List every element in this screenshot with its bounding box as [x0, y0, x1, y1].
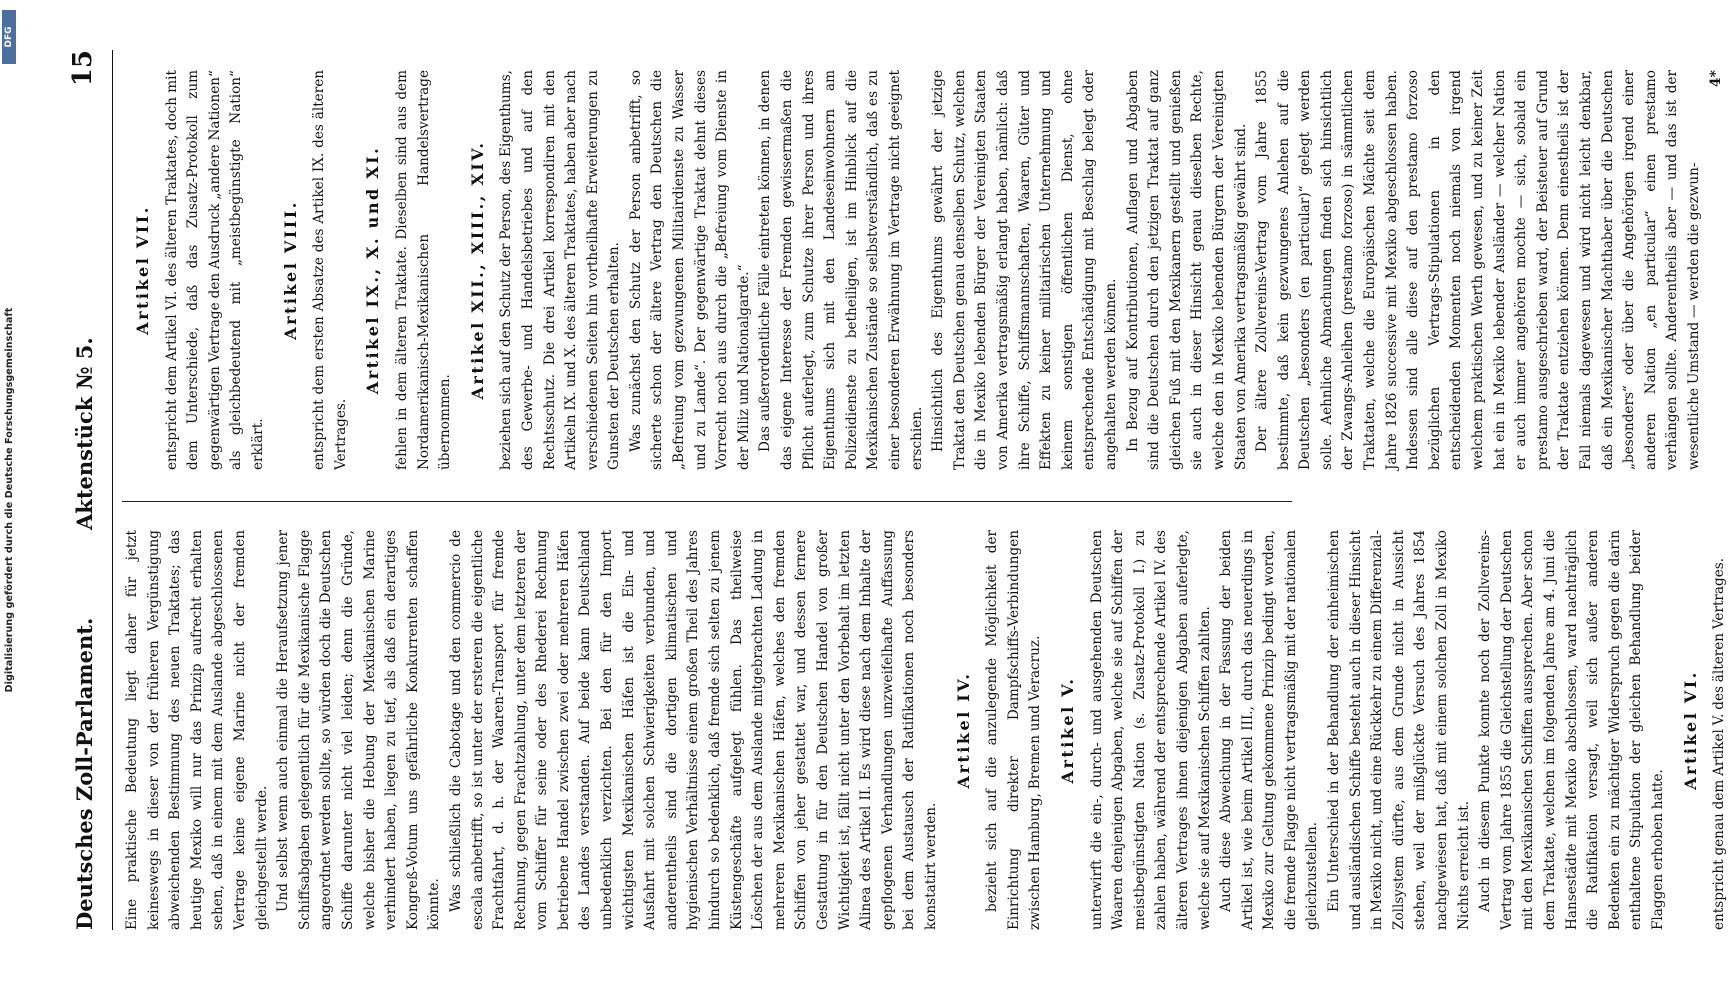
- page-header: [66, 50, 106, 930]
- article-heading: Artikel VI.: [1680, 670, 1700, 790]
- left-column: [122, 530, 1728, 930]
- article-heading: Artikel IX., X. und XI.: [363, 145, 383, 395]
- dfg-logo: DFG: [2, 10, 16, 64]
- article-heading: Artikel VIII.: [280, 200, 300, 340]
- page-number: 15: [68, 50, 98, 87]
- paragraph: Der ältere Zollvereins-Vertrag vom Jahre 1855 bestimmte, daß kein gezwungenes Anlehen auf die Deutschen „besonders (en particular)“ gelegt werden solle. Aehnliche Abmachungen finden sich hinsichtlich der Zwangs-Anleihen (prestamo forzoso) in sämmtlichen Traktaten, welche die Europäischen Mächte seit dem Jahre 1826 successive mit Mexiko abgeschlossen haben. Indessen sind alle diese auf den prestamo forzoso bezüglichen Vertrags-Stipulationen in den entscheidenden Momenten noch niemals von irgend welchem praktischen Werth gewesen, und zu keiner Zeit hat ein in Mexiko lebender Ausländer — welcher Nation er auch immer angehören mochte — sich, sobald ein prestamo ausgeschrieben ward, der Beisteuer auf Grund der Traktate entziehen können. Denn einestheils ist der Fall niemals dagewesen und wird nicht leicht denkbar, daß ein Mexikanischer Machthaber über die Deutschen „besonders“ oder über die Angehörigen irgend einer anderen Nation „en particular“ einen prestamo verhängen sollte. Anderentheils aber — und das ist der wesentliche Umstand — werden die gezwun-: [1254, 70, 1702, 470]
- paragraph: Auch in diesem Punkte konnte noch der Zollvereins-Vertrag vom Jahre 1855 die Gleichstellung der Deutschen mit den Mexikanischen Schiffen aussprechen. Aber schon dem Traktate, welchen im folgenden Jahre am 4. Juni die Hansestädte mit Mexiko abschlossen, ward nachträglich die Ratifikation versagt, weil sich außer anderen Bedenken ein zu mächtiger Widerspruch gegen die darin enthaltene Stipulation der gleichen Behandlung beider Flaggen erhoben hatte.: [1477, 530, 1666, 930]
- paragraph: Was schließlich die Cabotage und den commercio de escala anbetrifft, so ist unter der ersteren die eigentliche Frachtfahrt, d. h. der Waaren-Transport für fremde Rechnung, gegen Frachtzahlung, unter dem letzteren der vom Schiffer für seine oder des Rhederei Rechnung betriebene Handel zwischen zwei oder mehreren Häfen des Landes verstanden. Auf beide kann Deutschland unbedenklich verzichten. Bei den für den Import wichtigsten Mexikanischen Häfen ist die Ein- und Ausfahrt mit solchen Schwierigkeiten verbunden, und anderentheils sind die dortigen klimatischen und hygienischen Verhältnisse einem großen Theil des Jahres hindurch so bedenklich, daß fremde sich selten zu jenem Küstengeschäfte aufgelegt fühlen. Das theilweise Löschen der aus dem Auslande mitgebrachten Ladung in mehreren Mexikanischen Häfen, welches den fremden Schiffen von jeher gestattet war, und dessen fernere Gestattung in für den Deutschen Handel von großer Wichtigkeit ist, fällt nicht unter den Vorbehalt im letzten Alinea des Artikel II. Es wird diese nach dem Inhalte der gepflogenen Verhandlungen unzweifelhafte Auffassung bei dem Austausch der Ratifikationen noch besonders konstatirt werden.: [447, 530, 939, 930]
- right-column: [122, 70, 1724, 470]
- paragraph: bezieht sich auf die anzulegende Möglichkeit der Einrichtung direkter Dampfschiffs-Verbindungen zwischen Hamburg, Bremen und Veracruz.: [984, 530, 1044, 930]
- paragraph: Auch diese Abweichung in der Fassung der beiden Artikel ist, wie beim Artikel III., durch das neuerdings in Mexiko zur Geltung gekommene Prinzip bedingt worden, die fremde Flagge nicht vertragsmäßig mit der nationalen gleichzustellen.: [1218, 530, 1321, 930]
- paragraph: entspricht dem ersten Absatze des Artikel IX. des älteren Vertrages.: [311, 70, 349, 470]
- article-heading: Artikel V.: [1057, 676, 1077, 784]
- paragraph: In Bezug auf Kontributionen, Auflagen und Abgaben sind die Deutschen durch den jetzigen Traktat auf ganz gleichen Fuß mit den Mexikanern gestellt und genießen sie auch in dieser Hinsicht genau dieselben Rechte, welche den in Mexiko lebenden Bürgern der Vereinigten Staaten von Amerika vertragsmäßig gewährt sind.: [1124, 70, 1249, 470]
- paragraph: Hinsichtlich des Eigenthums gewährt der jetzige Traktat den Deutschen genau denselben Schutz, welchen die in Mexiko lebenden Bürger der Vereinigten Staaten von Amerika vertragsmäßig erlangt haben, nämlich: daß ihre Schiffe, Schiffsmannschaften, Waaren, Güter und Effekten zu keiner militairischen Unternehmung und keinem sonstigen öffentlichen Dienst, ohne entsprechende Entschädigung mit Beschlag belegt oder angehalten werden können.: [930, 70, 1119, 470]
- column-divider: [122, 501, 1292, 502]
- paragraph: Ein Unterschied in der Behandlung der einheimischen und ausländischen Schiffe besteht auch in dieser Hinsicht in Mexiko nicht, und eine Rückkehr zu einem Differenzial-Zollsystem dürfte, aus dem Grunde nicht in Aussicht stehen, weil der mißglückte Versuch des Jahres 1854 nachgewiesen hat, daß mit einem solchen Zoll in Mexiko Nichts erreicht ist.: [1326, 530, 1472, 930]
- paragraph: Und selbst wenn auch einmal die Heraufsetzung jener Schiffsabgaben gelegentlich für die Mexikanische Flagge angeordnet werden sollte, so würden doch die Deutschen Schiffe darunter nicht viel leiden; denn die Gründe, welche bisher die Hebung der Mexikanischen Marine verhindert haben, liegen zu tief, als daß ein derartiges Kongreß-Votum uns gefährliche Konkurrenten schaffen könnte.: [275, 530, 443, 930]
- paragraph: Eine praktische Bedeutung liegt daher für jetzt keineswegs in dieser von der früheren Vergünstigung abweichenden Bestimmung des neuen Traktates; das heutige Mexiko will nur das Prinzip aufrecht erhalten sehen, daß in einem mit dem Auslande abgeschlossenen Vertrage keine eigene Marine nicht der fremden gleichgestellt werde.: [124, 530, 270, 930]
- paragraph: fehlen in dem älteren Traktate. Dieselben sind aus dem Nordamerikanisch-Mexikanischen Handelsvertrage übernommen.: [393, 70, 454, 470]
- digitization-note: Digitalisierung gefördert durch die Deutsche Forschungsgemeinschaft: [4, 307, 15, 693]
- header-title-left: Deutsches Zoll-Parlament.: [72, 617, 97, 930]
- header-rule: [112, 50, 113, 930]
- paragraph: unterwirft die ein-, durch- und ausgehenden Deutschen Waaren denjenigen Abgaben, welche sie auf Schiffen der meistbegünstigten Nation (s. Zusatz-Protokoll I.) zu zahlen haben, während der entsprechende Artikel IV. des älteren Vertrages ihnen diejenigen Abgaben auferlegte, welche sie auf Mexikanischen Schiffen zahlten.: [1088, 530, 1213, 930]
- article-heading: Artikel VII.: [133, 205, 152, 335]
- paragraph: beziehen sich auf den Schutz der Person, des Eigenthums, des Gewerbe- und Handelsbetriebes und auf den Rechtsschutz. Die drei Artikel korrespondiren mit den Artikeln IX. und X. des älteren Traktates, haben aber nach verschiedenen Seiten hin vortheilhafte Erweiterungen zu Gunsten der Deutschen erhalten.: [498, 70, 623, 470]
- paragraph: Was zunächst den Schutz der Person anbetrifft, so sicherte schon der ältere Vertrag den Deutschen die „Befreiung vom gezwungenen Militairdienste zu Wasser und zu Lande“. Der gegenwärtige Traktat dehnt dieses Vorrecht noch aus durch die „Befreiung vom Dienste in der Miliz und Nationalgarde.“: [627, 70, 752, 470]
- signature-mark: 4*: [1707, 70, 1724, 88]
- paragraph: entspricht dem Artikel VI. des älteren Traktates, doch mit dem Unterschiede, daß das Zusatz-Protokoll zum gegenwärtigen Vertrage den Ausdruck „andere Nationen“ als gleichbedeutend mit „meistbegünstigte Nation“ erklärt.: [163, 70, 266, 470]
- paragraph: Das außerordentliche Fälle eintreten können, in denen das eigene Interesse der Fremden gewissermaßen die Pflicht auferlegt, zum Schutze ihrer Person und ihres Eigenthums sich mit den Landeseinwohnern am Polizeidienste zu betheiligen, ist im Hinblick auf die Mexikanischen Zustände so selbstverständlich, daß es zu einer besonderen Erwähnung im Vertrage nicht geeignet erschien.: [757, 70, 925, 470]
- article-heading: Artikel XII., XIII., XIV.: [467, 140, 487, 400]
- header-title-right: Aktenstück № 5.: [72, 337, 97, 530]
- paragraph: entspricht genau dem Artikel V. des älteren Vertrages.: [1711, 557, 1728, 930]
- article-heading: Artikel IV.: [953, 671, 973, 789]
